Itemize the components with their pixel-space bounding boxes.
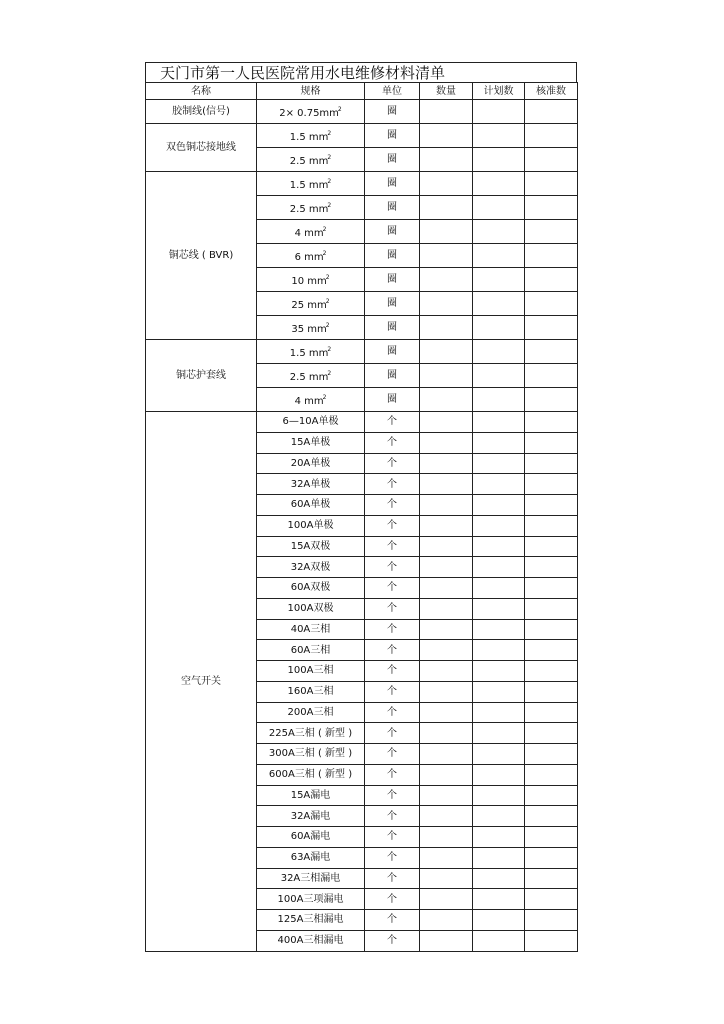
unit-cell: 个 (365, 827, 420, 848)
approve-cell[interactable] (525, 930, 578, 951)
qty-cell[interactable] (420, 474, 473, 495)
unit-cell: 圈 (365, 196, 420, 220)
header-unit: 单位 (365, 83, 420, 100)
approve-cell[interactable] (525, 495, 578, 516)
spec-cell (257, 681, 365, 702)
spec-cell (257, 536, 365, 557)
table-row (146, 412, 578, 433)
plan-cell[interactable] (473, 619, 525, 640)
spec-text: 63A漏电 (290, 852, 331, 864)
approve-cell[interactable] (525, 910, 578, 931)
approve-cell[interactable] (525, 412, 578, 433)
unit-cell: 个 (365, 536, 420, 557)
spec-cell (257, 474, 365, 495)
spec-text: 20A单极 (290, 457, 331, 469)
qty-cell[interactable] (420, 661, 473, 682)
plan-cell[interactable] (473, 764, 525, 785)
unit-cell: 个 (365, 723, 420, 744)
plan-cell[interactable] (473, 412, 525, 433)
spec-cell (257, 220, 365, 244)
plan-cell[interactable] (473, 910, 525, 931)
qty-cell[interactable] (420, 495, 473, 516)
approve-cell[interactable] (525, 388, 578, 412)
spec-cell (257, 148, 365, 172)
qty-cell[interactable] (420, 536, 473, 557)
approve-cell[interactable] (525, 432, 578, 453)
unit-cell: 个 (365, 910, 420, 931)
unit-cell: 圈 (365, 148, 420, 172)
header-spec: 规格 (257, 83, 365, 100)
header-approve: 核准数 (525, 83, 578, 100)
spec-superscript: 2 (327, 202, 332, 209)
spec-superscript: 2 (327, 370, 332, 377)
unit-cell: 个 (365, 578, 420, 599)
spec-cell (257, 292, 365, 316)
spec-text: 100A单极 (287, 520, 334, 532)
unit-cell: 个 (365, 619, 420, 640)
qty-cell[interactable] (420, 930, 473, 951)
unit-cell: 圈 (365, 220, 420, 244)
plan-cell[interactable] (473, 244, 525, 268)
unit-cell: 个 (365, 764, 420, 785)
plan-cell[interactable] (473, 432, 525, 453)
unit-cell: 个 (365, 412, 420, 433)
spec-text: 600A三相 ( 新型 ) (268, 769, 353, 781)
plan-cell[interactable] (473, 364, 525, 388)
spec-text: 32A三相漏电 (280, 872, 341, 884)
spec-cell (257, 847, 365, 868)
qty-cell[interactable] (420, 910, 473, 931)
spec-text: 100A双极 (287, 603, 334, 615)
qty-cell[interactable] (420, 268, 473, 292)
approve-cell[interactable] (525, 268, 578, 292)
qty-cell[interactable] (420, 292, 473, 316)
unit-cell: 个 (365, 744, 420, 765)
spec-text: 35 mm (291, 324, 327, 335)
qty-cell[interactable] (420, 388, 473, 412)
plan-cell[interactable] (473, 785, 525, 806)
materials-sheet (145, 62, 577, 952)
approve-cell[interactable] (525, 100, 578, 124)
plan-cell[interactable] (473, 340, 525, 364)
approve-cell[interactable] (525, 764, 578, 785)
approve-cell[interactable] (525, 220, 578, 244)
plan-cell[interactable] (473, 172, 525, 196)
qty-cell[interactable] (420, 148, 473, 172)
approve-cell[interactable] (525, 196, 578, 220)
plan-cell[interactable] (473, 268, 525, 292)
qty-cell[interactable] (420, 340, 473, 364)
unit-cell: 圈 (365, 364, 420, 388)
approve-cell[interactable] (525, 847, 578, 868)
item-name-cell: 铜芯护套线 (146, 340, 257, 412)
spec-text: 10 mm (291, 276, 327, 287)
unit-cell: 个 (365, 868, 420, 889)
spec-text: 100A三项漏电 (277, 893, 344, 905)
unit-cell: 个 (365, 474, 420, 495)
approve-cell[interactable] (525, 806, 578, 827)
plan-cell[interactable] (473, 495, 525, 516)
qty-cell[interactable] (420, 412, 473, 433)
spec-superscript: 2 (322, 226, 327, 233)
approve-cell[interactable] (525, 598, 578, 619)
header-name: 名称 (146, 83, 257, 100)
approve-cell[interactable] (525, 474, 578, 495)
unit-cell: 圈 (365, 244, 420, 268)
spec-text: 2.5 mm (289, 204, 329, 215)
approve-cell[interactable] (525, 536, 578, 557)
plan-cell[interactable] (473, 930, 525, 951)
unit-cell: 圈 (365, 124, 420, 148)
spec-cell (257, 910, 365, 931)
plan-cell[interactable] (473, 453, 525, 474)
header-row (146, 83, 578, 100)
spec-text: 2× 0.75mm (279, 108, 339, 119)
spec-cell (257, 196, 365, 220)
spec-text: 25 mm (291, 300, 327, 311)
spec-text: 60A漏电 (290, 831, 331, 843)
spec-text: 32A双极 (290, 561, 331, 573)
spec-text: 60A双极 (290, 582, 331, 594)
qty-cell[interactable] (420, 764, 473, 785)
approve-cell[interactable] (525, 340, 578, 364)
spec-cell (257, 785, 365, 806)
header-qty: 数量 (420, 83, 473, 100)
unit-cell: 圈 (365, 268, 420, 292)
unit-cell: 个 (365, 557, 420, 578)
plan-cell[interactable] (473, 474, 525, 495)
plan-cell[interactable] (473, 889, 525, 910)
spec-text: 2.5 mm (289, 156, 329, 167)
qty-cell[interactable] (420, 100, 473, 124)
spec-cell (257, 598, 365, 619)
spec-cell (257, 244, 365, 268)
spec-text: 100A三相 (287, 665, 334, 677)
spec-superscript: 2 (325, 274, 330, 281)
page-title: 天门市第一人民医院常用水电维修材料清单 (145, 62, 577, 82)
approve-cell[interactable] (525, 723, 578, 744)
spec-superscript: 2 (325, 322, 330, 329)
qty-cell[interactable] (420, 619, 473, 640)
spec-cell (257, 453, 365, 474)
item-name-cell: 铜芯线 ( BVR) (146, 172, 257, 340)
qty-cell[interactable] (420, 453, 473, 474)
approve-cell[interactable] (525, 124, 578, 148)
plan-cell[interactable] (473, 536, 525, 557)
qty-cell[interactable] (420, 244, 473, 268)
spec-cell (257, 661, 365, 682)
table-row (146, 100, 578, 124)
plan-cell[interactable] (473, 148, 525, 172)
spec-text: 1.5 mm (289, 132, 329, 143)
unit-cell: 个 (365, 453, 420, 474)
approve-cell[interactable] (525, 661, 578, 682)
approve-cell[interactable] (525, 868, 578, 889)
header-plan: 计划数 (473, 83, 525, 100)
plan-cell[interactable] (473, 196, 525, 220)
spec-text: 15A漏电 (290, 789, 331, 801)
spec-cell (257, 640, 365, 661)
spec-text: 4 mm (294, 396, 324, 407)
qty-cell[interactable] (420, 316, 473, 340)
unit-cell: 个 (365, 515, 420, 536)
spec-cell (257, 340, 365, 364)
spec-cell (257, 172, 365, 196)
qty-cell[interactable] (420, 702, 473, 723)
spec-cell (257, 806, 365, 827)
unit-cell: 个 (365, 640, 420, 661)
spec-cell (257, 764, 365, 785)
plan-cell[interactable] (473, 806, 525, 827)
unit-cell: 个 (365, 806, 420, 827)
approve-cell[interactable] (525, 453, 578, 474)
qty-cell[interactable] (420, 868, 473, 889)
unit-cell: 圈 (365, 292, 420, 316)
plan-cell[interactable] (473, 388, 525, 412)
unit-cell: 个 (365, 432, 420, 453)
plan-cell[interactable] (473, 220, 525, 244)
approve-cell[interactable] (525, 364, 578, 388)
spec-cell (257, 578, 365, 599)
approve-cell[interactable] (525, 681, 578, 702)
qty-cell[interactable] (420, 723, 473, 744)
plan-cell[interactable] (473, 661, 525, 682)
qty-cell[interactable] (420, 785, 473, 806)
approve-cell[interactable] (525, 640, 578, 661)
spec-cell (257, 889, 365, 910)
unit-cell: 圈 (365, 340, 420, 364)
approve-cell[interactable] (525, 244, 578, 268)
spec-text: 2.5 mm (289, 372, 329, 383)
spec-text: 15A单极 (290, 437, 331, 449)
spec-text: 225A三相 ( 新型 ) (268, 727, 353, 739)
approve-cell[interactable] (525, 316, 578, 340)
spec-cell (257, 432, 365, 453)
spec-superscript: 2 (322, 250, 327, 257)
spec-text: 32A单极 (290, 478, 331, 490)
approve-cell[interactable] (525, 889, 578, 910)
plan-cell[interactable] (473, 702, 525, 723)
spec-cell (257, 316, 365, 340)
approve-cell[interactable] (525, 578, 578, 599)
table-row (146, 124, 578, 148)
spec-text: 160A三相 (287, 686, 334, 698)
qty-cell[interactable] (420, 889, 473, 910)
spec-cell (257, 100, 365, 124)
plan-cell[interactable] (473, 723, 525, 744)
spec-cell (257, 388, 365, 412)
spec-cell (257, 723, 365, 744)
plan-cell[interactable] (473, 578, 525, 599)
spec-cell (257, 930, 365, 951)
plan-cell[interactable] (473, 847, 525, 868)
spec-text: 32A漏电 (290, 810, 331, 822)
spec-cell (257, 827, 365, 848)
qty-cell[interactable] (420, 172, 473, 196)
spec-superscript: 2 (327, 154, 332, 161)
table-row (146, 340, 578, 364)
qty-cell[interactable] (420, 432, 473, 453)
item-name-cell: 胶制线(信号) (146, 100, 257, 124)
qty-cell[interactable] (420, 557, 473, 578)
spec-cell (257, 557, 365, 578)
unit-cell: 圈 (365, 316, 420, 340)
spec-text: 200A三相 (287, 706, 334, 718)
spec-text: 6—10A单极 (282, 416, 339, 428)
qty-cell[interactable] (420, 847, 473, 868)
approve-cell[interactable] (525, 702, 578, 723)
unit-cell: 个 (365, 661, 420, 682)
approve-cell[interactable] (525, 515, 578, 536)
unit-cell: 个 (365, 681, 420, 702)
spec-text: 1.5 mm (289, 348, 329, 359)
spec-text: 4 mm (294, 228, 324, 239)
spec-text: 300A三相 ( 新型 ) (268, 748, 353, 760)
unit-cell: 个 (365, 785, 420, 806)
spec-cell (257, 412, 365, 433)
plan-cell[interactable] (473, 827, 525, 848)
table-body (146, 100, 578, 952)
spec-text: 40A三相 (290, 623, 331, 635)
qty-cell[interactable] (420, 578, 473, 599)
plan-cell[interactable] (473, 557, 525, 578)
plan-cell[interactable] (473, 292, 525, 316)
spec-text: 1.5 mm (289, 180, 329, 191)
unit-cell: 圈 (365, 100, 420, 124)
unit-cell: 个 (365, 598, 420, 619)
plan-cell[interactable] (473, 100, 525, 124)
spec-text: 6 mm (294, 252, 324, 263)
qty-cell[interactable] (420, 681, 473, 702)
unit-cell: 个 (365, 889, 420, 910)
qty-cell[interactable] (420, 515, 473, 536)
qty-cell[interactable] (420, 827, 473, 848)
plan-cell[interactable] (473, 868, 525, 889)
qty-cell[interactable] (420, 124, 473, 148)
qty-cell[interactable] (420, 364, 473, 388)
materials-table (145, 82, 578, 952)
plan-cell[interactable] (473, 316, 525, 340)
spec-cell (257, 495, 365, 516)
unit-cell: 个 (365, 702, 420, 723)
spec-text: 400A三相漏电 (277, 935, 344, 947)
unit-cell: 个 (365, 847, 420, 868)
approve-cell[interactable] (525, 292, 578, 316)
plan-cell[interactable] (473, 515, 525, 536)
spec-cell (257, 515, 365, 536)
spec-text: 60A单极 (290, 499, 331, 511)
qty-cell[interactable] (420, 806, 473, 827)
qty-cell[interactable] (420, 220, 473, 244)
spec-cell (257, 364, 365, 388)
unit-cell: 个 (365, 930, 420, 951)
qty-cell[interactable] (420, 196, 473, 220)
spec-cell (257, 268, 365, 292)
spec-cell (257, 124, 365, 148)
approve-cell[interactable] (525, 148, 578, 172)
spec-superscript: 2 (325, 298, 330, 305)
spec-superscript: 2 (322, 394, 327, 401)
plan-cell[interactable] (473, 124, 525, 148)
plan-cell[interactable] (473, 744, 525, 765)
approve-cell[interactable] (525, 619, 578, 640)
unit-cell: 个 (365, 495, 420, 516)
plan-cell[interactable] (473, 640, 525, 661)
spec-superscript: 2 (327, 130, 332, 137)
spec-cell (257, 619, 365, 640)
unit-cell: 圈 (365, 172, 420, 196)
spec-text: 60A三相 (290, 644, 331, 656)
unit-cell: 圈 (365, 388, 420, 412)
qty-cell[interactable] (420, 744, 473, 765)
spec-superscript: 2 (327, 178, 332, 185)
spec-superscript: 2 (337, 106, 342, 113)
approve-cell[interactable] (525, 172, 578, 196)
spec-text: 15A双极 (290, 540, 331, 552)
item-name-cell: 空气开关 (146, 412, 257, 952)
approve-cell[interactable] (525, 744, 578, 765)
spec-superscript: 2 (327, 346, 332, 353)
spec-cell (257, 868, 365, 889)
item-name-cell: 双色铜芯接地线 (146, 124, 257, 172)
plan-cell[interactable] (473, 598, 525, 619)
approve-cell[interactable] (525, 557, 578, 578)
qty-cell[interactable] (420, 640, 473, 661)
plan-cell[interactable] (473, 681, 525, 702)
spec-text: 125A三相漏电 (277, 914, 344, 926)
approve-cell[interactable] (525, 785, 578, 806)
table-row (146, 172, 578, 196)
spec-cell (257, 702, 365, 723)
approve-cell[interactable] (525, 827, 578, 848)
spec-cell (257, 744, 365, 765)
qty-cell[interactable] (420, 598, 473, 619)
